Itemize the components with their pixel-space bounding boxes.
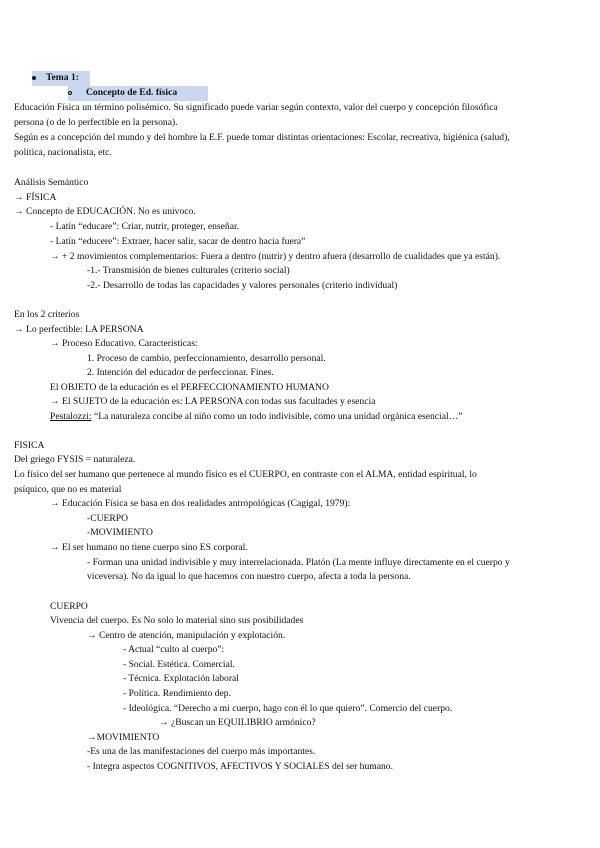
cuerpo-movimiento: →MOVIMIENTO: [87, 732, 160, 743]
cuerpo-tecnica: - Técnica. Explotación laboral: [123, 673, 239, 684]
cuerpo-manifestaciones: -Es una de las manifestaciones del cuerpo más importantes.: [87, 746, 316, 757]
criterios-p1: 1. Proceso de cambio, perfeccionamiento, desarrollo personal.: [87, 353, 326, 364]
analisis-criterio-1: -1.- Transmisión de bienes culturales (criterio social): [87, 265, 290, 276]
cuerpo-vivencia: Vivencia del cuerpo. Es No solo lo material sino sus posibilidades: [50, 615, 304, 626]
analisis-fisica: → FÍSICA: [14, 192, 57, 203]
fisica-corporal: → El ser humano no tiene cuerpo sino ES corporal.: [50, 542, 248, 553]
criterios-perfectible: → Lo perfectible: LA PERSONA: [14, 324, 144, 335]
heading-tema-text: Tema 1:: [46, 72, 79, 83]
circle-bullet-icon: [68, 91, 72, 95]
cuerpo-title: CUERPO: [50, 601, 88, 612]
analisis-criterio-2: -2.- Desarrollo de todas las capacidades y valores personales (criterio individual): [87, 280, 398, 291]
pestalozzi-quote: “La naturaleza concibe al niño como un todo indivisible, como una unidad orgánica esencial…”: [91, 411, 463, 422]
fisica-movimiento: -MOVIMIENTO: [87, 527, 153, 538]
cuerpo-actual: - Actual “culto al cuerpo”:: [123, 644, 225, 655]
fisica-line-1: Lo físico del ser humano que pertenece al mundo físico es el CUERPO, en contraste con el ALMA, entidad espiritual, lo: [14, 469, 477, 480]
cuerpo-centro: → Centro de atención, manipulación y explotación.: [87, 630, 286, 641]
criterios-proceso: → Proceso Educativo. Características:: [50, 338, 198, 349]
fisica-title: FISICA: [14, 440, 45, 451]
fisica-unidad-2: viceversa). No da igual lo que hacemos con nuestro cuerpo, afecta a toda la persona.: [87, 571, 411, 582]
cuerpo-equilibrio: → ¿Buscan un EQUILIBRIO armónico?: [159, 717, 316, 728]
heading-sub: [68, 86, 208, 101]
criterios-objeto: El OBJETO de la educación es el PERFECCIONAMIENTO HUMANO: [50, 382, 329, 393]
cuerpo-social: - Social. Estética. Comercial.: [123, 659, 235, 670]
fisica-line-2: psíquico, que no es material: [14, 484, 122, 495]
bullet-icon: [32, 76, 36, 80]
criterios-p2: 2. Intención del educador de perfeccionar. Fines.: [87, 367, 274, 378]
criterios-pestalozzi: [50, 410, 462, 425]
fisica-cuerpo: -CUERPO: [87, 513, 129, 524]
cuerpo-ideologica: - Ideológica. “Derecho a mi cuerpo, hago con él lo que quiero”. Comercio del cuerpo.: [123, 703, 453, 714]
heading-tema: [32, 71, 90, 86]
intro-line-3: Según es a concepción del mundo y del hombre la E.F. puede tomar distintas orientaciones: Escolar, recreativa, higiénica (salud),: [14, 132, 510, 143]
analisis-title: Análisis Semántico: [14, 177, 89, 188]
analisis-movimientos: → + 2 movimientos complementarios: Fuera a dentro (nutrir) y dentro afuera (desarrollo de cualidades que ya están).: [50, 251, 501, 262]
cuerpo-politica: - Política. Rendimiento dep.: [123, 688, 231, 699]
fisica-griego: Del griego FYSIS = naturaleza.: [14, 454, 136, 465]
cuerpo-integra: - Integra aspectos COGNITIVOS, AFECTIVOS Y SOCIALES del ser humano.: [87, 761, 393, 772]
analisis-educacion: → Concepto de EDUCACIÓN. No es univoco.: [14, 206, 196, 217]
criterios-title: En los 2 criterios: [14, 309, 80, 320]
analisis-educere: - Latín “educere”: Extraer, hacer salir, sacar de dentro hacia fuera”: [50, 236, 306, 247]
criterios-sujeto: → El SUJETO de la educación es: LA PERSONA con todas sus facultades y esencia: [50, 396, 376, 407]
intro-line-4: política, nacionalista, etc.: [14, 147, 112, 158]
analisis-educare: - Latín “educare”: Criar, nutrir, proteger, enseñar.: [50, 221, 240, 232]
intro-line-1: Educación Física un término polisémico. Su significado puede variar según contexto, valor del cuerpo y concepción filosófica: [14, 102, 498, 113]
heading-sub-text: Concepto de Ed. física: [86, 87, 178, 98]
intro-line-2: persona (o de lo perfectible en la persona).: [14, 117, 178, 128]
pestalozzi-name: Pestalozzi:: [50, 411, 92, 422]
fisica-unidad-1: - Forman una unidad indivisible y muy interrelacionada. Platón (La mente influye directamente en el cuerpo y: [87, 557, 510, 568]
fisica-basa: → Educación Física se basa en dos realidades antropológicas (Cagigal, 1979):: [50, 498, 351, 509]
